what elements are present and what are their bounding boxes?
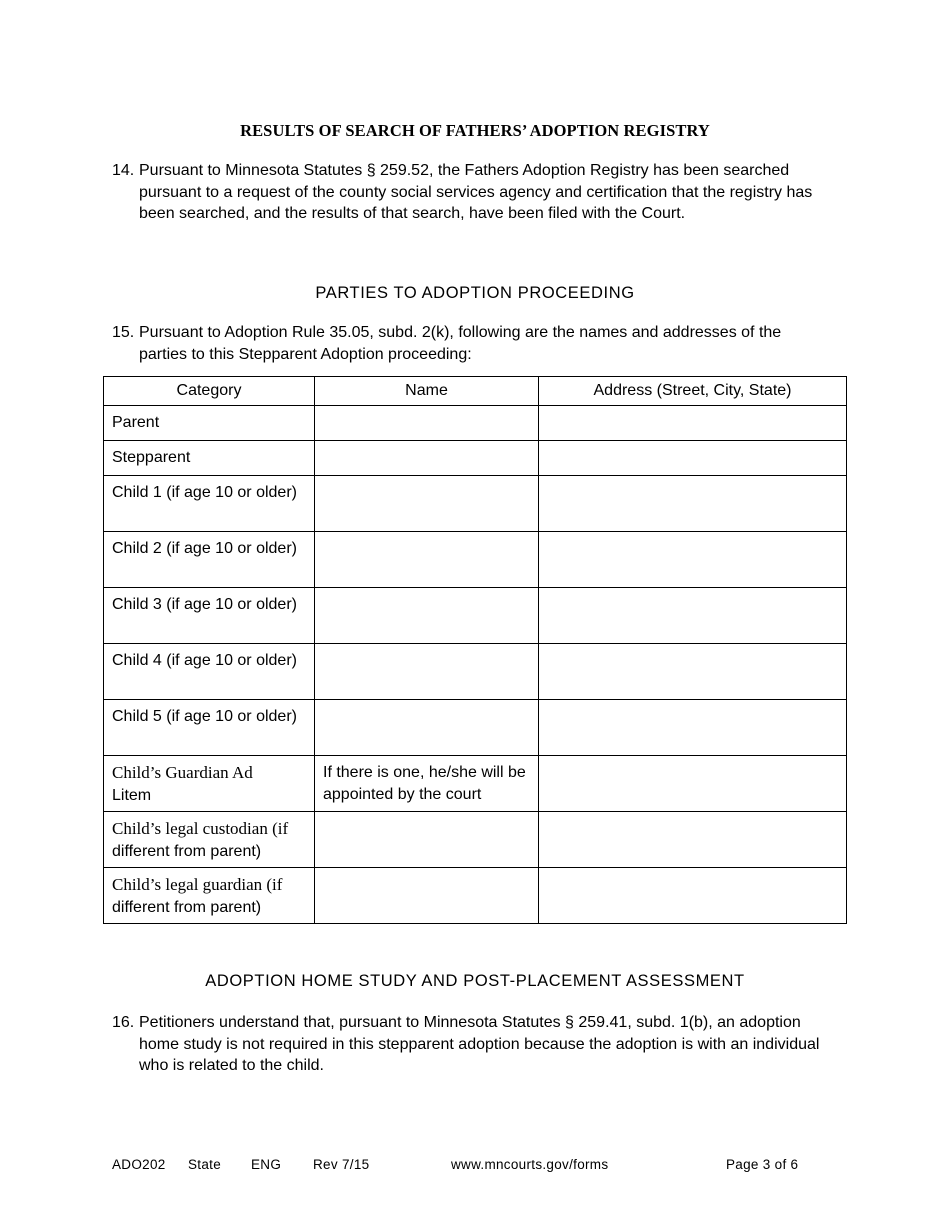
category-text-cont: different from parent) <box>112 842 262 860</box>
address-cell[interactable] <box>539 700 847 756</box>
address-cell[interactable] <box>539 756 847 812</box>
table-row <box>104 441 847 476</box>
name-cell[interactable] <box>315 644 539 700</box>
home-study-heading: ADOPTION HOME STUDY AND POST-PLACEMENT ASSESSMENT <box>205 972 745 990</box>
category-cell: Child 5 (if age 10 or older) <box>104 700 315 756</box>
category-text: Child’s legal guardian (if <box>112 875 283 894</box>
parties-heading: PARTIES TO ADOPTION PROCEEDING <box>315 284 635 302</box>
name-cell[interactable] <box>315 532 539 588</box>
table-row <box>104 406 847 441</box>
table-row <box>104 700 847 756</box>
footer-revision: Rev 7/15 <box>313 1157 370 1172</box>
footer-url[interactable]: www.mncourts.gov/forms <box>451 1157 609 1172</box>
category-cell: Child 4 (if age 10 or older) <box>104 644 315 700</box>
category-text-cont: Litem <box>112 786 152 804</box>
column-header-address: Address (Street, City, State) <box>539 377 847 406</box>
name-cell[interactable] <box>315 406 539 441</box>
category-cell <box>104 756 315 812</box>
category-text-cont: different from parent) <box>112 898 262 916</box>
column-header-name: Name <box>315 377 539 406</box>
table-header-row <box>104 377 847 406</box>
paragraph-text: Petitioners understand that, pursuant to Minnesota Statutes § 259.41, subd. 1(b), an adoption home study is not required in this stepparent adoption because the adoption is with an individual who is related to the child. <box>139 1014 820 1074</box>
category-cell <box>104 868 315 924</box>
category-text: Child’s legal custodian (if <box>112 819 289 838</box>
category-cell <box>104 812 315 868</box>
item-number: 14. <box>112 162 135 179</box>
name-cell[interactable] <box>315 476 539 532</box>
table-row <box>104 644 847 700</box>
table-row <box>104 588 847 644</box>
paragraph-16 <box>112 1012 832 1077</box>
table-row <box>104 756 847 812</box>
paragraph-15 <box>112 322 832 365</box>
table-row <box>104 532 847 588</box>
footer-page-number: Page 3 of 6 <box>726 1157 799 1172</box>
address-cell[interactable] <box>539 532 847 588</box>
name-cell: If there is one, he/she will be appointed by the court <box>315 756 539 812</box>
footer-form-code: ADO202 <box>112 1157 166 1172</box>
address-cell[interactable] <box>539 868 847 924</box>
parties-table <box>103 376 847 924</box>
fathers-registry-heading: RESULTS OF SEARCH OF FATHERS’ ADOPTION REGISTRY <box>240 121 710 140</box>
name-cell[interactable] <box>315 812 539 868</box>
address-cell[interactable] <box>539 644 847 700</box>
name-cell[interactable] <box>315 868 539 924</box>
paragraph-text: Pursuant to Adoption Rule 35.05, subd. 2(k), following are the names and addresses of the parties to this Stepparent Adoption proceeding: <box>139 324 782 363</box>
footer-state: State <box>188 1157 222 1172</box>
item-number: 16. <box>112 1014 135 1031</box>
footer-language: ENG <box>251 1157 282 1172</box>
paragraph-14 <box>112 160 832 225</box>
category-cell: Parent <box>104 406 315 441</box>
paragraph-text: Pursuant to Minnesota Statutes § 259.52, the Fathers Adoption Registry has been searched pursuant to a request of the county social services agency and certification that the registry has been searched, and the results of that search, have been filed with the Court. <box>139 162 813 222</box>
category-cell: Stepparent <box>104 441 315 476</box>
category-cell: Child 2 (if age 10 or older) <box>104 532 315 588</box>
category-cell: Child 3 (if age 10 or older) <box>104 588 315 644</box>
table-row <box>104 812 847 868</box>
column-header-category: Category <box>104 377 315 406</box>
table-row <box>104 868 847 924</box>
address-cell[interactable] <box>539 406 847 441</box>
address-cell[interactable] <box>539 588 847 644</box>
item-number: 15. <box>112 324 135 341</box>
category-text: Child’s Guardian Ad <box>112 763 253 782</box>
table-row <box>104 476 847 532</box>
address-cell[interactable] <box>539 441 847 476</box>
name-cell[interactable] <box>315 588 539 644</box>
name-cell[interactable] <box>315 700 539 756</box>
address-cell[interactable] <box>539 812 847 868</box>
address-cell[interactable] <box>539 476 847 532</box>
name-cell[interactable] <box>315 441 539 476</box>
category-cell: Child 1 (if age 10 or older) <box>104 476 315 532</box>
